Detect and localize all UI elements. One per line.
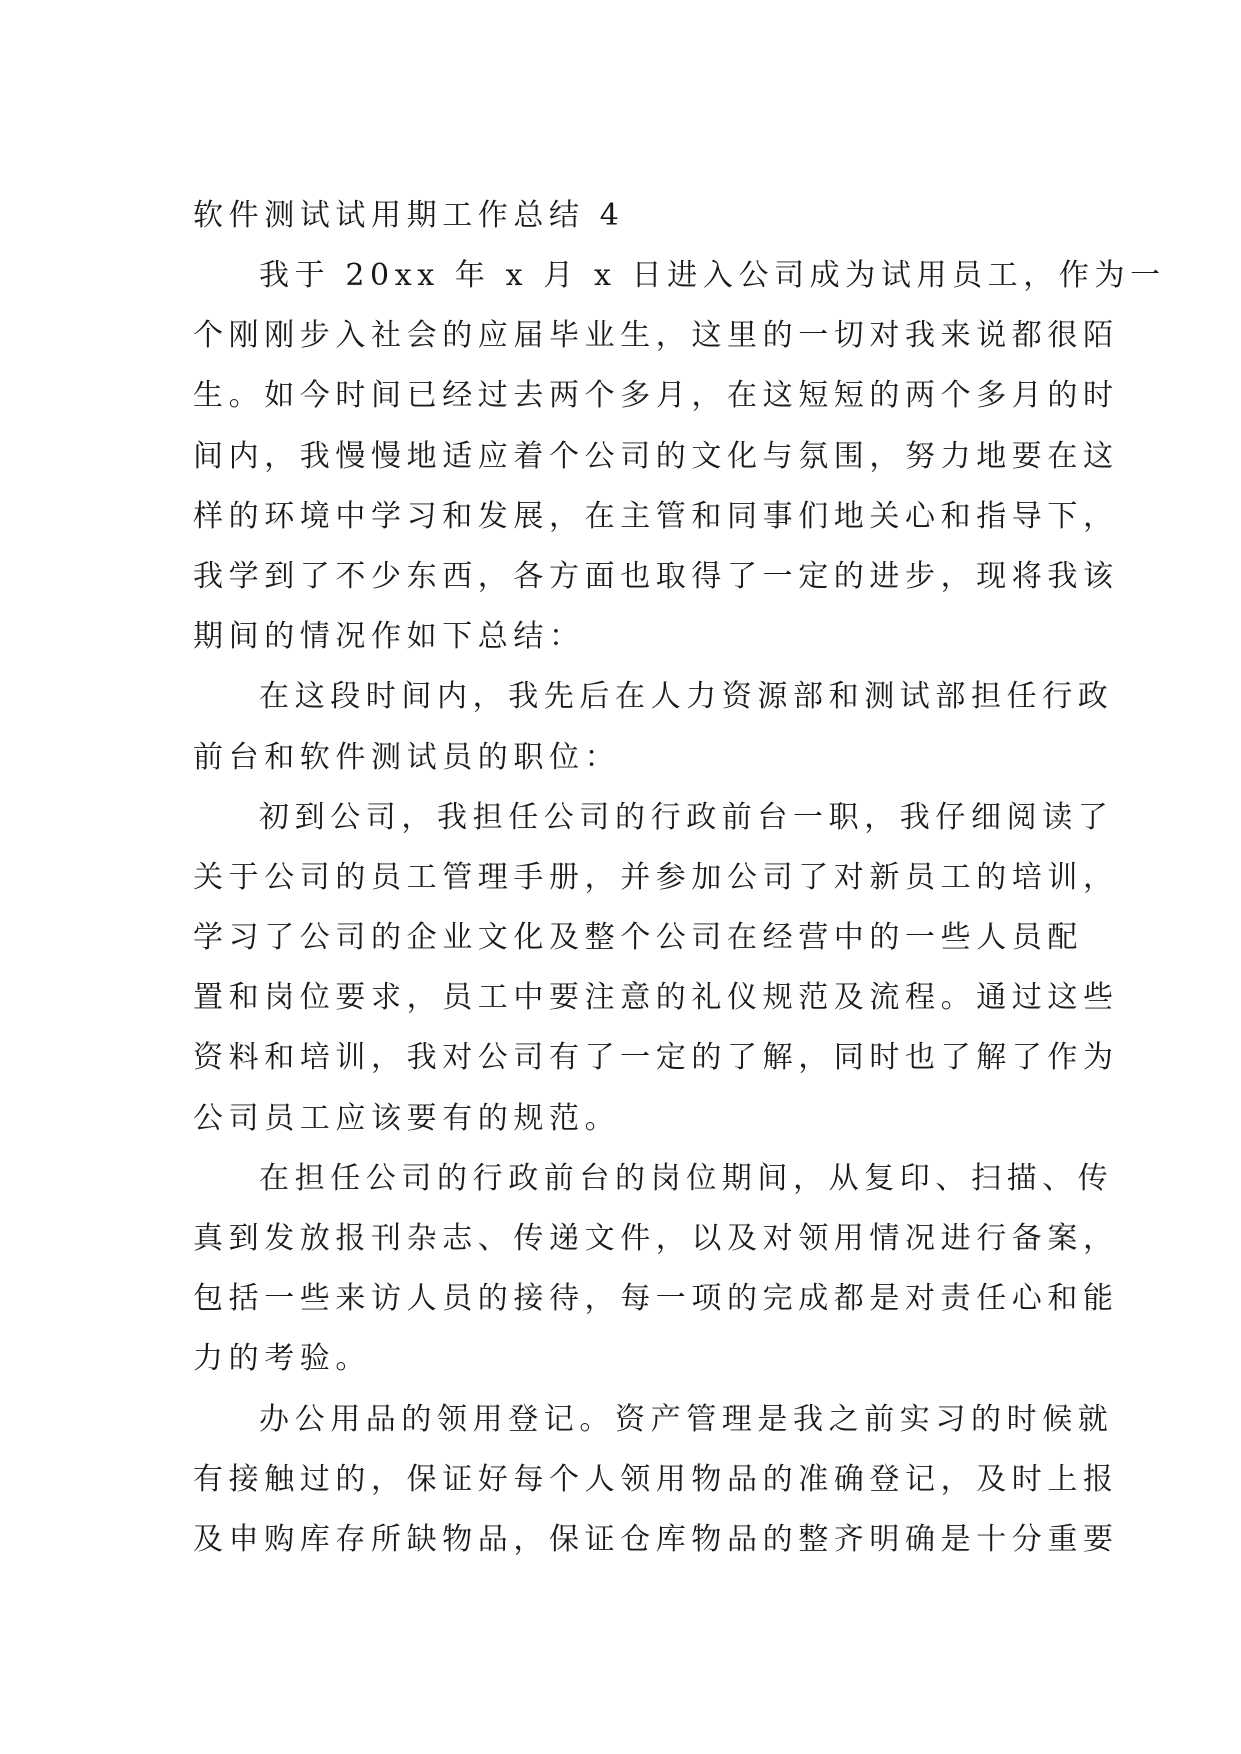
text-line: 关于公司的员工管理手册，并参加公司了对新员工的培训， <box>193 859 1119 895</box>
text-line: 期间的情况作如下总结： <box>193 619 585 655</box>
text-line: 包括一些来访人员的接待，每一项的完成都是对责任心和能 <box>193 1281 1119 1317</box>
document-body <box>193 186 1166 1570</box>
text-line: 办公用品的领用登记。资产管理是我之前实习的时候就 <box>259 1401 1114 1437</box>
text-line: 间内，我慢慢地适应着个公司的文化与氛围，努力地要在这 <box>193 438 1119 474</box>
body-text <box>193 246 1166 1570</box>
text-line: 我学到了不少东西，各方面也取得了一定的进步，现将我该 <box>193 558 1119 594</box>
text-line: 前台和软件测试员的职位： <box>193 739 621 775</box>
text-line: 有接触过的，保证好每个人领用物品的准确登记，及时上报 <box>193 1461 1119 1497</box>
text-line: 在担任公司的行政前台的岗位期间，从复印、扫描、传 <box>259 1160 1114 1196</box>
text-line: 学习了公司的企业文化及整个公司在经营中的一些人员配 <box>193 920 1083 956</box>
text-line: 个刚刚步入社会的应届毕业生，这里的一切对我来说都很陌 <box>193 318 1119 354</box>
text-line: 资料和培训，我对公司有了一定的了解，同时也了解了作为 <box>193 1040 1119 1076</box>
text-line: 公司员工应该要有的规范。 <box>193 1100 621 1136</box>
text-line: 及申购库存所缺物品，保证仓库物品的整齐明确是十分重要 <box>193 1521 1119 1557</box>
text-line: 我于 20xx 年 x 月 x 日进入公司成为试用员工，作为一 <box>259 258 1166 293</box>
document-title: 软件测试试用期工作总结 4 <box>193 198 625 233</box>
text-line: 力的考验。 <box>193 1341 371 1377</box>
text-line: 生。如今时间已经过去两个多月，在这短短的两个多月的时 <box>193 378 1119 414</box>
text-line: 真到发放报刊杂志、传递文件，以及对领用情况进行备案， <box>193 1221 1119 1256</box>
text-line: 置和岗位要求，员工中要注意的礼仪规范及流程。通过这些 <box>193 980 1119 1016</box>
text-line: 在这段时间内，我先后在人力资源部和测试部担任行政 <box>259 679 1114 715</box>
text-line: 样的环境中学习和发展，在主管和同事们地关心和指导下， <box>193 498 1119 534</box>
text-line: 初到公司，我担任公司的行政前台一职，我仔细阅读了 <box>259 799 1114 835</box>
